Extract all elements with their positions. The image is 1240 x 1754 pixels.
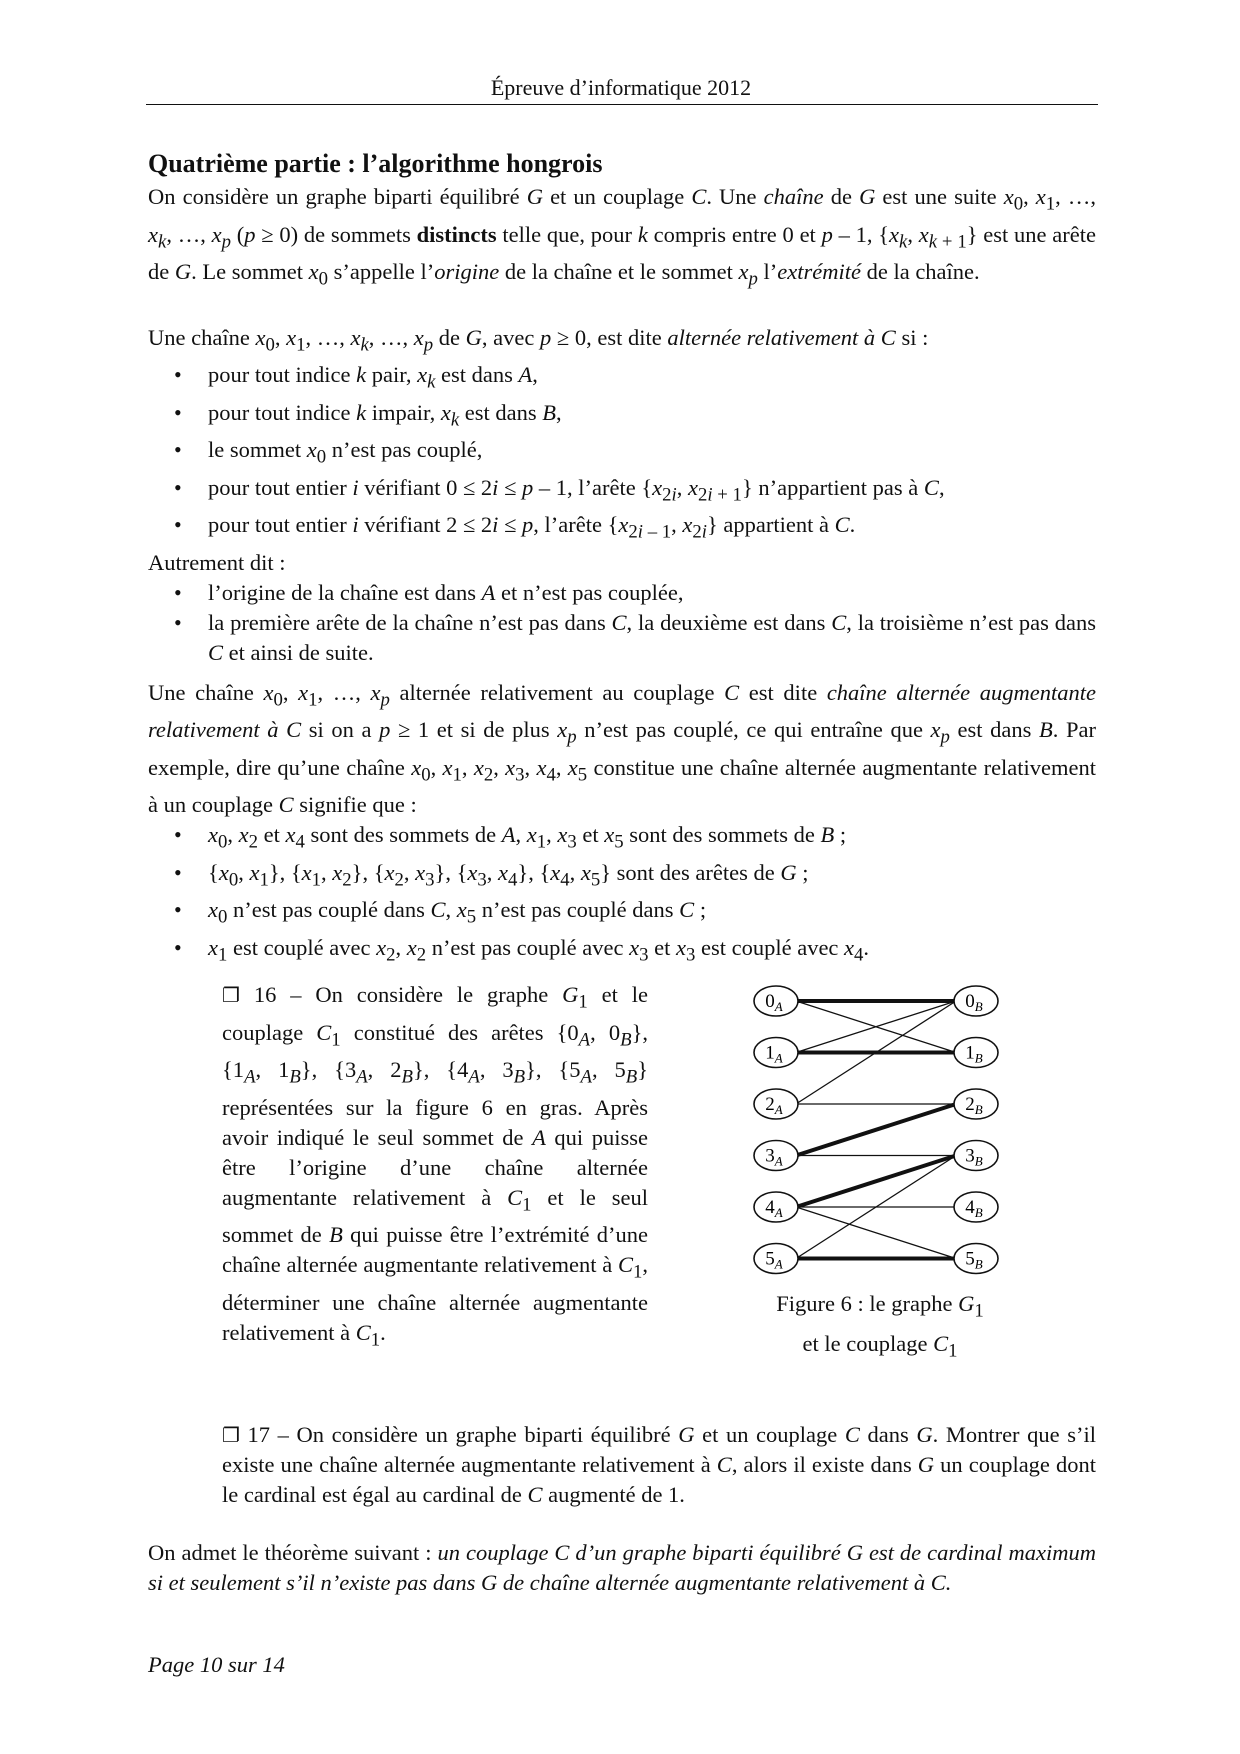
list-item: • la première arête de la chaîne n’est pas dans C, la deuxième est dans C, la troisième n’est pas dans C et ainsi de suite. (148, 608, 1096, 668)
spacer (148, 668, 1096, 678)
list-item: • pour tout indice k pair, $x_k$ est dans A, (148, 360, 1096, 398)
matching-edge (796, 1104, 956, 1156)
list-item: • l’origine de la chaîne est dans A et n’est pas couplée, (148, 578, 1096, 608)
graph-node-5B (954, 1244, 998, 1274)
node-label: $1_B$ (965, 1042, 983, 1066)
page-number: Page 10 sur 14 (148, 1652, 285, 1677)
alternee-lead: Une chaîne $x_0$, $x_1$, …, $x_k$, …, $x_p$ de G, avec p ≥ 0, est dite alternée relativement à C si : (148, 324, 929, 355)
question-box-icon: ❐ (222, 983, 240, 1007)
graph-node-3B (954, 1141, 998, 1171)
matching-edge (796, 1156, 956, 1208)
node-label: $0_A$ (765, 991, 783, 1014)
node-label: $3_B$ (965, 1145, 983, 1169)
question-16 (148, 980, 1096, 1410)
theorem-paragraph: On admet le théorème suivant : un couplage C d’un graphe biparti équilibré G est de cardinal maximum si et seulement s’il n’existe pas dans G de chaîne alternée augmentante relativement à C. (148, 1540, 1096, 1595)
augmentante-example-list (148, 820, 1096, 970)
page-content (148, 146, 1096, 1598)
figure-caption-line-1: Figure 6 : le graphe $G_1$ (776, 1291, 984, 1322)
node-label: $5_A$ (765, 1248, 783, 1272)
node-label: $0_B$ (965, 991, 983, 1014)
node-label: $5_B$ (965, 1248, 983, 1272)
list-item: • $x_0$, $x_2$ et $x_4$ sont des sommets de A, $x_1$, $x_3$ et $x_5$ sont des sommets de B ; (148, 820, 1096, 858)
autrement-dit: Autrement dit : (148, 549, 286, 575)
question-17 (148, 1420, 1096, 1510)
question-16-text (222, 980, 648, 1355)
question-17-body: 17 – On considère un graphe biparti équilibré G et un couplage C dans G. Montrer que s’il existe une chaîne alternée augmentante relativement à C, alors il existe dans G un couplage dont le cardinal est égal au cardinal de C augmenté de 1. (222, 1422, 1096, 1507)
intro-paragraph: On considère un graphe biparti équilibré G et un couplage C. Une chaîne de G est une suite $x_0$, $x_1$, …, $x_k$, …, $x_p$ (p ≥ 0) de sommets distincts telle que, pour k compris entre 0 et p – 1, {$x_k$, $x_{k + 1}$} est une arête de G. Le sommet $x_0$ s’appelle l’origine de la chaîne et le sommet $x_p$ l’extrémité de la chaîne. (148, 184, 1097, 290)
graph-node-3A (754, 1141, 798, 1171)
node-label: $2_B$ (965, 1094, 983, 1117)
node-label: $1_A$ (765, 1042, 783, 1066)
running-header: Épreuve d’informatique 2012 (490, 75, 752, 100)
graph-node-4A (754, 1192, 798, 1222)
graph-node-1B (954, 1038, 998, 1068)
node-label: $2_A$ (765, 1094, 783, 1117)
graph-node-1A (754, 1038, 798, 1068)
node-label: $4_A$ (765, 1197, 783, 1220)
node-label: $3_A$ (765, 1145, 783, 1169)
header-rule (146, 104, 1098, 105)
autrement-list (148, 578, 1096, 668)
spacer (148, 295, 1096, 323)
figure-6 (730, 980, 1030, 1367)
spacer (148, 1410, 1096, 1420)
list-item: • {$x_0$, $x_1$}, {$x_1$, $x_2$}, {$x_2$, $x_3$}, {$x_3$, $x_4$}, {$x_4$, $x_5$} sont des arêtes de G ; (148, 858, 1096, 896)
question-16-body: 16 – On considère le graphe $G_1$ et le couplage $C_1$ constitué des arêtes {$0_A$, $0_B$}, {$1_A$, $1_B$}, {$3_A$, $2_B$}, {$4_A$, $3_B$}, {$5_A$, $5_B$} représentées sur la figure 6 en gras. Après avoir indiqué le seul sommet de A qui puisse être l’origine d’une chaîne alternée augmentante relativement à $C_1$ et le seul sommet de B qui puisse être l’extrémité d’une chaîne alternée augmentante relativement à $C_1$, déterminer une chaîne alternée augmentante relativement à $C_1$. (222, 982, 649, 1350)
list-item: • $x_0$ n’est pas couplé dans C, $x_5$ n’est pas couplé dans C ; (148, 895, 1096, 933)
graph-node-2A (754, 1089, 798, 1119)
alternee-conditions-list (148, 360, 1096, 548)
augmentante-lead: Une chaîne $x_0$, $x_1$, …, $x_p$ alternée relativement au couplage C est dite chaîne alternée augmentante relativement à C si on a p ≥ 1 et si de plus $x_p$ n’est pas couplé, ce qui entraîne que $x_p$ est dans B. Par exemple, dire qu’une chaîne $x_0$, $x_1$, $x_2$, $x_3$, $x_4$, $x_5$ constitue une chaîne alternée augmentante relativement à un couplage C signifie que : (148, 679, 1097, 817)
figure-caption (730, 1288, 1030, 1367)
figure-caption-line-2: et le couplage $C_1$ (802, 1330, 958, 1361)
list-item: • $x_1$ est couplé avec $x_2$, $x_2$ n’est pas couplé avec $x_3$ et $x_3$ est couplé avec $x_4$. (148, 933, 1096, 971)
graph-edge (796, 1207, 956, 1259)
list-item: • le sommet $x_0$ n’est pas couplé, (148, 435, 1096, 473)
node-label: $4_B$ (965, 1197, 983, 1220)
graph-node-0B (954, 986, 998, 1016)
list-item: • pour tout entier i vérifiant 2 ≤ 2i ≤ p, l’arête {$x_{2i - 1}$, $x_{2i}$} appartient à C. (148, 510, 1096, 548)
section-title: Quatrième partie : l’algorithme hongrois (148, 149, 603, 178)
list-item: • pour tout entier i vérifiant 0 ≤ 2i ≤ p – 1, l’arête {$x_{2i}$, $x_{2i + 1}$} n’appartient pas à C, (148, 473, 1096, 511)
graph-node-5A (754, 1244, 798, 1274)
spacer (148, 1510, 1096, 1538)
graph-node-4B (954, 1192, 998, 1222)
question-box-icon: ❐ (222, 1423, 240, 1447)
spacer (148, 970, 1096, 980)
list-item: • pour tout indice k impair, $x_k$ est dans B, (148, 398, 1096, 436)
graph-node-0A (754, 986, 798, 1016)
bipartite-graph-figure (730, 980, 1030, 1280)
graph-node-2B (954, 1089, 998, 1119)
